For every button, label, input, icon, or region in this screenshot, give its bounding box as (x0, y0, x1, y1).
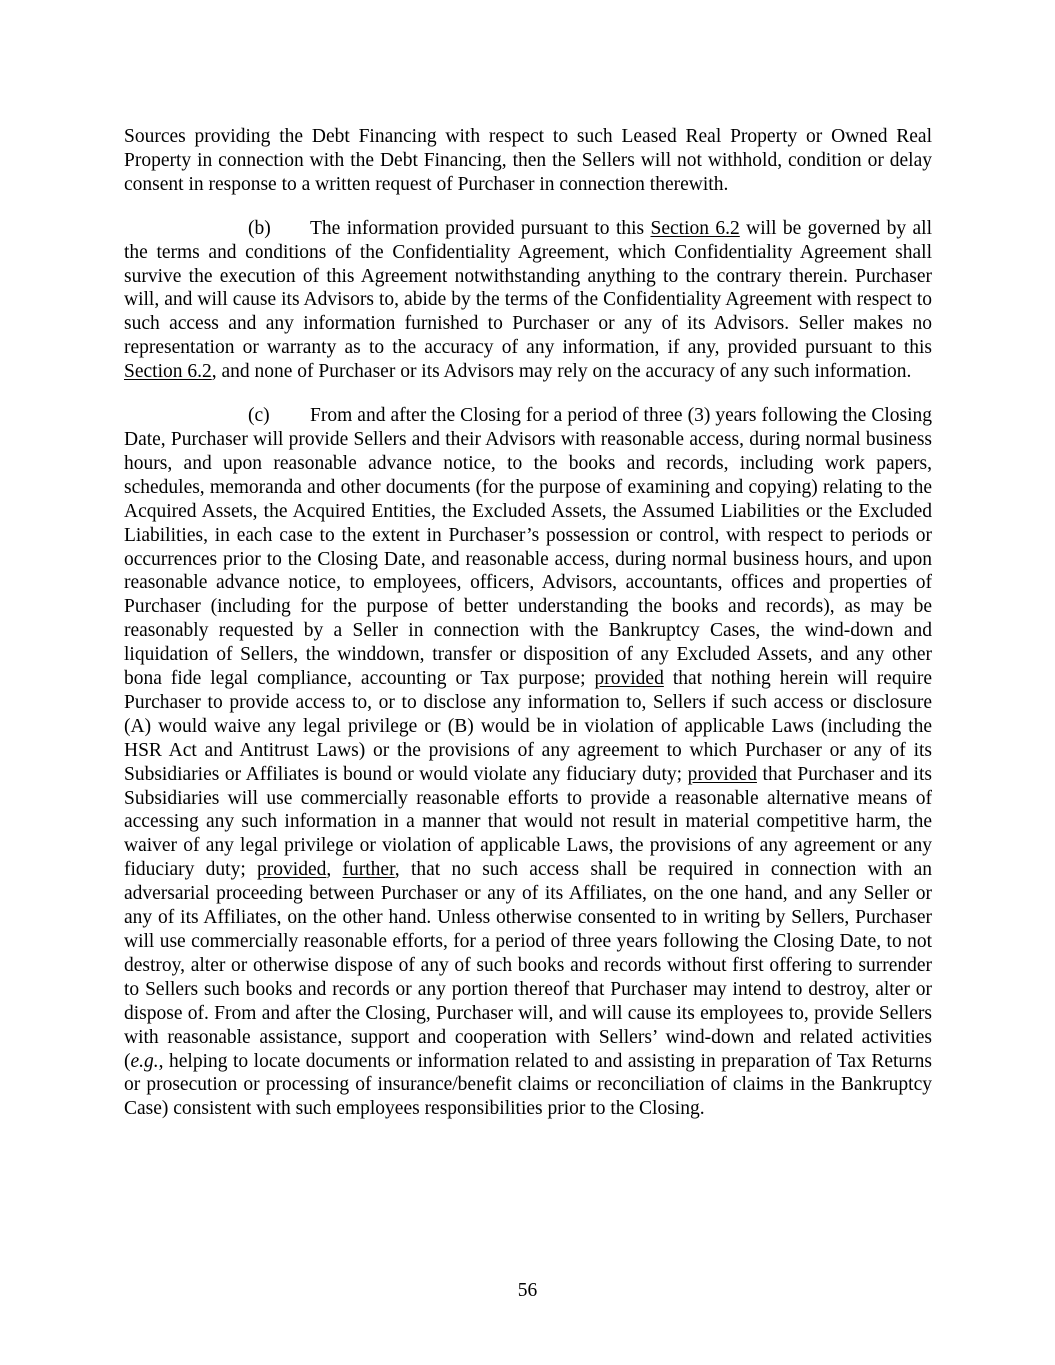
provided-term-2: provided (687, 763, 757, 785)
paragraph-c (124, 404, 932, 1121)
provided-term-1: provided (594, 668, 664, 690)
section-reference-1: Section 6.2 (650, 217, 740, 239)
further-term: further (342, 859, 395, 881)
paragraph-c-text-1: From and after the Closing for a period of three (3) years following the Closing Date, Purchaser will provide Sellers and their Advisors with reasonable access, during normal business hours, and upon reasonable advance notice, to the books and records, including work papers, schedules, memoranda and other documents (for the purpose of examining and copying) relating to the Acquired Assets, the Acquired Entities, the Excluded Assets, the Assumed Liabilities or the Excluded Liabilities, in each case to the extent in Purchaser’s possession or control, with respect to periods or occurrences prior to the Closing Date, and reasonable access, during normal business hours, and upon reasonable advance notice, to employees, officers, Advisors, accountants, offices and properties of Purchaser (including for the purpose of better understanding the books and records), as may be reasonably requested by a Seller in connection with the Bankruptcy Cases, the wind-down and liquidation of Sellers, the winddown, transfer or disposition of any Excluded Assets, and any other bona fide legal compliance, accounting or Tax purpose; (124, 405, 932, 690)
paragraph-c-text-2: that nothing herein will require Purchaser to provide access to, or to disclose any information to, Sellers if such access or disclosure (A) would waive any legal privilege or (B) would be in violation of applicable Laws (including the HSR Act and Antitrust Laws) or the provisions of any agreement to which Purchaser or any of its Subsidiaries or Affiliates is bound or would violate any fiduciary duty; (124, 668, 932, 785)
paragraph-c-text-4: , (326, 859, 343, 881)
continuation-paragraph (124, 125, 932, 197)
paragraph-b-text-2: will be governed by all the terms and conditions of the Confidentiality Agreement, which Confidentiality Agreement shall survive the execution of this Agreement notwithstanding anything to the contrary therein. Purchaser will, and will cause its Advisors to, abide by the terms of the Confidentiality Agreement with respect to such access and any information furnished to Purchaser or any of its Advisors. Seller makes no representation or warranty as to the accuracy of any information, if any, provided pursuant to this (124, 217, 932, 359)
paragraph-b-label: (b) (248, 217, 271, 239)
section-reference-2: Section 6.2 (124, 361, 212, 383)
paragraph-c-text-5: , that no such access shall be required in connection with an adversarial proceeding between Purchaser or any of its Affiliates, on the one hand, and any Seller or any of its Affiliates, on the other hand. Unless otherwise consented to in writing by Sellers, Purchaser will use commercially reasonable efforts, for a period of three years following the Closing Date, to not destroy, alter or otherwise dispose of any of such books and records without first offering to surrender to Sellers such books and records or any portion thereof that Purchaser may intend to destroy, alter or dispose of. From and after the Closing, Purchaser will, and will cause its employees to, provide Sellers with reasonable assistance, support and cooperation with Sellers’ wind-down and related activities ( (124, 859, 933, 1072)
paragraph-b-text-3: , and none of Purchaser or its Advisors may rely on the accuracy of any such information. (211, 361, 912, 383)
paragraph-c-label: (c) (248, 405, 270, 427)
paragraph-b-text-1: The information provided pursuant to this (310, 217, 651, 239)
paragraph-b (124, 217, 932, 384)
continuation-text: Sources providing the Debt Financing with respect to such Leased Real Property or Owned Real Property in connection with the Debt Financing, then the Sellers will not withhold, condition or delay consent in response to a written request of Purchaser in connection therewith. (124, 126, 932, 195)
document-page (124, 125, 932, 1141)
provided-term-3: provided (257, 859, 327, 881)
paragraph-c-text-6: , helping to locate documents or information related to and assisting in preparation of Tax Returns or prosecution or processing of insurance/benefit claims or reconciliation of claims in the Bankruptcy Case) consistent with such employees responsibilities prior to the Closing. (124, 1050, 932, 1120)
eg-abbreviation: e.g. (130, 1050, 159, 1072)
paragraph-c-text-3: that Purchaser and its Subsidiaries will use commercially reasonable efforts to provide a reasonable alternative means of accessing any such information in a manner that would not result in material competitive harm, the waiver of any legal privilege or violation of applicable Laws, the provisions of any agreement or any fiduciary duty; (124, 763, 932, 881)
page-number: 56 (517, 1280, 538, 1301)
